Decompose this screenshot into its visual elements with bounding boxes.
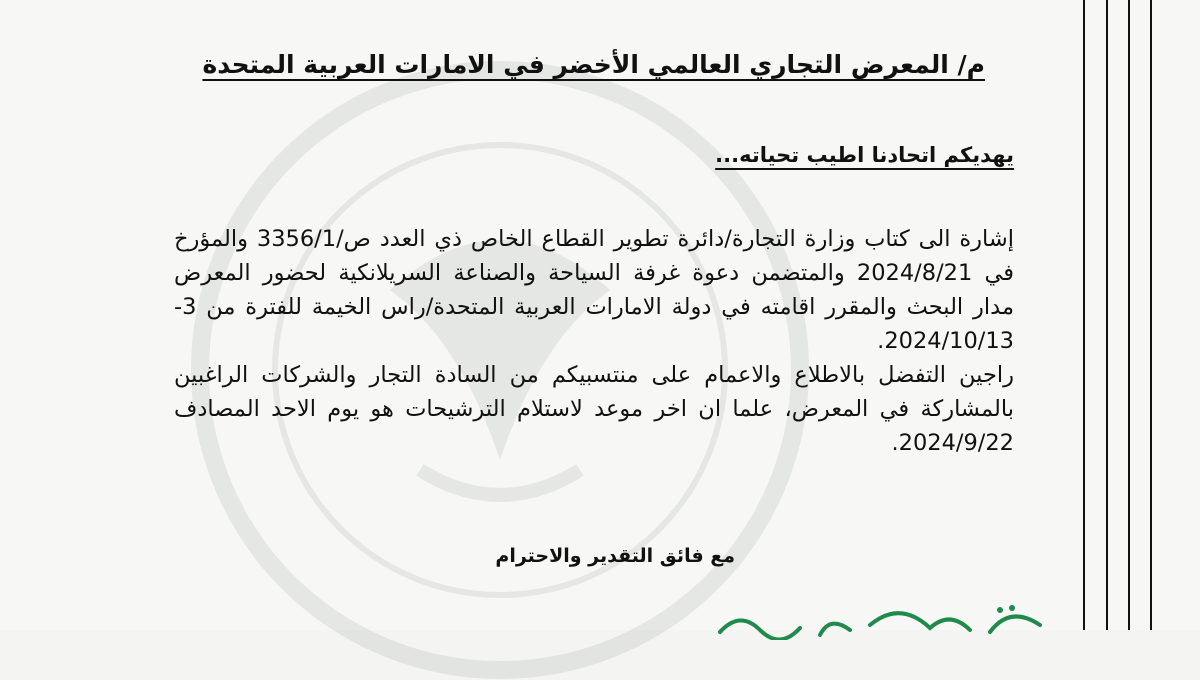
body-paragraph: راجين التفضل بالاطلاع والاعمام على منتسبيكم من السادة التجار والشركات الراغبين بالمشاركة في المعرض، علما ان اخر موعد لاستلام الترشيحات هو يوم الاحد المصادف 2024/9/22. bbox=[174, 362, 1014, 456]
letter-body bbox=[174, 222, 1014, 460]
body-paragraph: إشارة الى كتاب وزارة التجارة/دائرة تطوير القطاع الخاص ذي العدد ص/3356/1 والمؤرخ في 2024/8/21 والمتضمن دعوة غرفة السياحة والصناعة السريلانكية لحضور المعرض مدار البحث والمقرر اقامته في دولة الامارات العربية المتحدة/راس الخيمة للفترة من 3-2024/10/13. bbox=[174, 226, 1014, 354]
border-line bbox=[1128, 0, 1130, 630]
greeting-line: يهديكم اتحادنا اطيب تحياته... bbox=[715, 143, 1014, 167]
border-line bbox=[1150, 0, 1152, 630]
handwritten-signature-icon bbox=[700, 580, 1060, 640]
addressee-heading: م/ المعرض التجاري العالمي الأخضر في الامارات العربية المتحدة bbox=[202, 50, 985, 79]
closing-line: مع فائق التقدير والاحترام bbox=[495, 545, 735, 567]
border-line bbox=[1106, 0, 1108, 630]
border-line bbox=[1083, 0, 1085, 630]
